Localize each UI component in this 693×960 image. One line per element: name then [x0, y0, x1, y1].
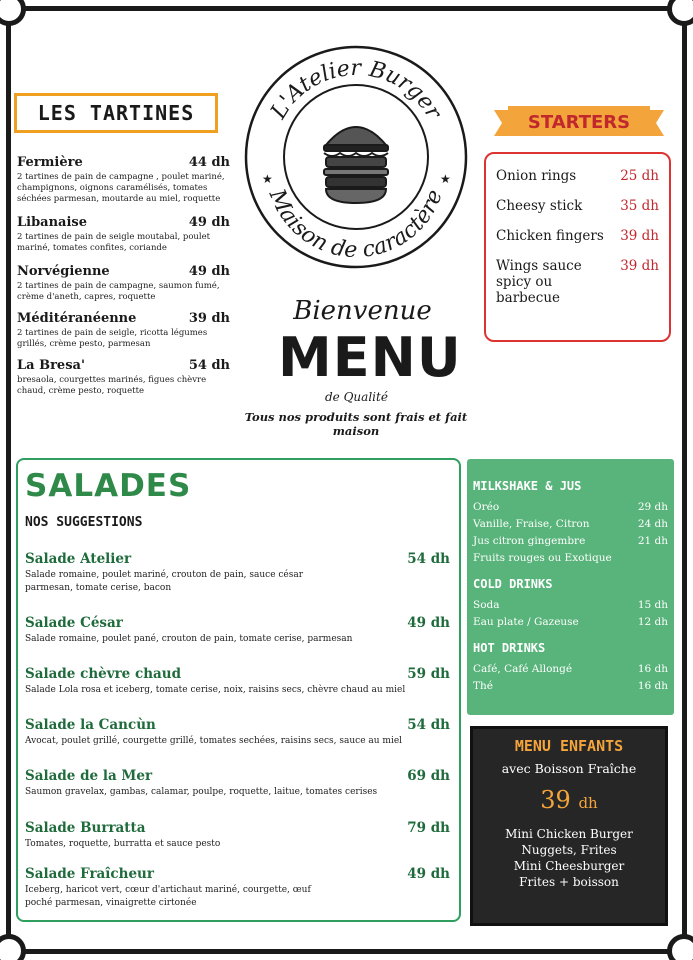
tartines-title: LES TARTINES — [37, 101, 195, 125]
star-right-icon: ★ — [440, 172, 451, 186]
drink-item — [473, 597, 668, 614]
drink-item — [473, 614, 668, 631]
item-name: Salade Burratta — [25, 820, 146, 836]
item-price: 54 dh — [407, 717, 450, 733]
item-name: Soda — [473, 599, 500, 611]
item-desc: Salade romaine, poulet mariné, crouton de pain, sauce césar parmesan, tomate cerise, bacon — [25, 570, 304, 593]
starter-item — [496, 228, 659, 244]
tartine-item — [17, 311, 230, 350]
kids-items — [473, 826, 665, 890]
item-name: Fermière — [17, 155, 83, 170]
item-desc: bresaola, courgettes marinés, figues chèvre chaud, crème pesto, roquette — [17, 375, 207, 396]
qualite-text: de Qualité — [325, 390, 388, 404]
salades-title: SALADES — [25, 468, 192, 504]
item-name: Norvégienne — [17, 264, 110, 279]
item-desc: Tomates, roquette, burratta et sauce pesto — [25, 839, 221, 849]
item-price: 15 dh — [637, 599, 668, 611]
tartine-item — [17, 358, 230, 397]
atelier-burger-logo — [244, 43, 468, 271]
item-price: 12 dh — [637, 616, 668, 628]
tartine-item — [17, 215, 230, 254]
logo-top-text: L'Atelier Burger — [266, 56, 446, 124]
kids-item: Nuggets, Frites — [521, 843, 617, 857]
item-name: Thé — [473, 680, 493, 692]
item-price: 59 dh — [407, 666, 450, 682]
burger-icon — [324, 127, 388, 203]
item-desc: Saumon gravelax, gambas, calamar, poulpe, roquette, laitue, tomates cerises — [25, 787, 378, 797]
kids-item: Mini Chicken Burger — [505, 827, 633, 841]
item-price: 39 dh — [620, 258, 659, 274]
item-name: Salade César — [25, 615, 123, 631]
item-name: Fruits rouges ou Exotique — [473, 552, 612, 564]
drink-item — [473, 499, 668, 516]
item-price: 24 dh — [637, 518, 668, 530]
drink-item — [473, 550, 668, 567]
item-price: 49 dh — [188, 215, 230, 230]
item-desc: 2 tartines de pain de campagne , poulet mariné, champignons, oignons caramélisés, tomates séchées parmesan, moutarde au miel, roquette — [17, 172, 225, 204]
item-price: 39 dh — [188, 311, 230, 326]
salad-item — [25, 768, 450, 799]
kids-subtitle: avec Boisson Fraîche — [501, 761, 637, 776]
logo-bottom-text: Maison de caractère — [263, 185, 448, 264]
kids-title: MENU ENFANTS — [514, 737, 624, 755]
item-name: Salade Atelier — [25, 551, 132, 567]
item-price: 16 dh — [637, 680, 668, 692]
item-price: 39 dh — [620, 228, 659, 244]
item-price: 25 dh — [620, 168, 659, 184]
item-name: La Bresa' — [17, 358, 85, 373]
tagline-text: Tous nos produits sont frais et fait maison — [244, 410, 468, 438]
starters-ribbon — [494, 106, 664, 142]
salad-item — [25, 551, 450, 595]
menu-heading: MENU — [278, 326, 462, 389]
item-name: Eau plate / Gazeuse — [473, 616, 579, 628]
item-name: Vanille, Fraise, Citron — [473, 518, 590, 530]
item-name: Salade Fraîcheur — [25, 866, 154, 882]
starter-item — [496, 258, 659, 306]
salad-item — [25, 666, 450, 697]
starter-item — [496, 168, 659, 184]
drink-item — [473, 678, 668, 695]
item-desc: Salade Lola rosa et iceberg, tomate cerise, noix, raisins secs, chèvre chaud au miel — [25, 685, 406, 695]
kids-item: Frites + boisson — [519, 875, 619, 889]
item-price: 49 dh — [407, 866, 450, 882]
item-desc: 2 tartines de pain de campagne, saumon fumé, crème d'aneth, capres, roquette — [17, 281, 220, 302]
menu-enfants-board — [470, 726, 668, 926]
item-name: Salade de la Mer — [25, 768, 153, 784]
kids-price-number: 39 — [540, 786, 571, 814]
salad-item — [25, 717, 450, 748]
salad-item — [25, 866, 450, 910]
item-name: Cheesy stick — [496, 198, 583, 214]
tartine-item — [17, 264, 230, 303]
item-name: Chicken fingers — [496, 228, 604, 244]
drink-item — [473, 661, 668, 678]
item-price: 69 dh — [407, 768, 450, 784]
drink-item — [473, 533, 668, 550]
salad-item — [25, 615, 450, 646]
hot-drinks-title: HOT DRINKS — [473, 641, 546, 655]
item-price: 79 dh — [407, 820, 450, 836]
item-name: Onion rings — [496, 168, 577, 184]
item-name: Café, Café Allongé — [473, 663, 573, 675]
salad-item — [25, 820, 450, 851]
cold-drinks-title: COLD DRINKS — [473, 577, 553, 591]
item-price: 49 dh — [407, 615, 450, 631]
bienvenue-text: Bienvenue — [293, 296, 432, 326]
item-name: Wings sauce spicy ou barbecue — [496, 258, 582, 306]
star-left-icon: ★ — [262, 172, 273, 186]
item-price: 44 dh — [188, 155, 230, 170]
tartines-badge — [14, 93, 218, 133]
item-price: 35 dh — [620, 198, 659, 214]
item-name: Oréo — [473, 501, 500, 513]
starter-item — [496, 198, 659, 214]
item-price: 54 dh — [407, 551, 450, 567]
item-price: 54 dh — [188, 358, 230, 373]
item-price: 49 dh — [188, 264, 230, 279]
drinks-panel — [467, 459, 674, 715]
kids-price — [473, 786, 665, 814]
kids-item: Mini Cheesburger — [513, 859, 625, 873]
starters-box — [484, 152, 671, 342]
item-name: Méditéranéenne — [17, 311, 137, 326]
item-price: 29 dh — [637, 501, 668, 513]
item-price: 21 dh — [637, 535, 668, 547]
item-name: Salade la Cancùn — [25, 717, 156, 733]
item-desc: 2 tartines de pain de seigle moutabal, poulet mariné, tomates confites, coriande — [17, 232, 211, 253]
salades-subtitle: NOS SUGGESTIONS — [25, 515, 143, 530]
item-desc: Avocat, poulet grillé, courgette grillé, tomates sechées, raisins secs, sauce au miel — [25, 736, 403, 746]
drink-item — [473, 516, 668, 533]
starters-title: STARTERS — [527, 112, 631, 133]
tartine-item — [17, 155, 230, 205]
kids-price-unit: dh — [578, 794, 598, 812]
item-name: Jus citron gingembre — [473, 535, 586, 547]
item-desc: 2 tartines de pain de seigle, ricotta légumes grillés, crème pesto, parmesan — [17, 328, 208, 349]
item-name: Libanaise — [17, 215, 87, 230]
item-price: 16 dh — [637, 663, 668, 675]
milkshake-title: MILKSHAKE & JUS — [473, 479, 582, 493]
item-desc: Iceberg, haricot vert, cœur d'artichaut mariné, courgette, œuf poché parmesan, vinaigrette cirtonée — [25, 885, 311, 908]
item-name: Salade chèvre chaud — [25, 666, 182, 682]
item-desc: Salade romaine, poulet pané, crouton de pain, tomate cerise, parmesan — [25, 634, 353, 644]
